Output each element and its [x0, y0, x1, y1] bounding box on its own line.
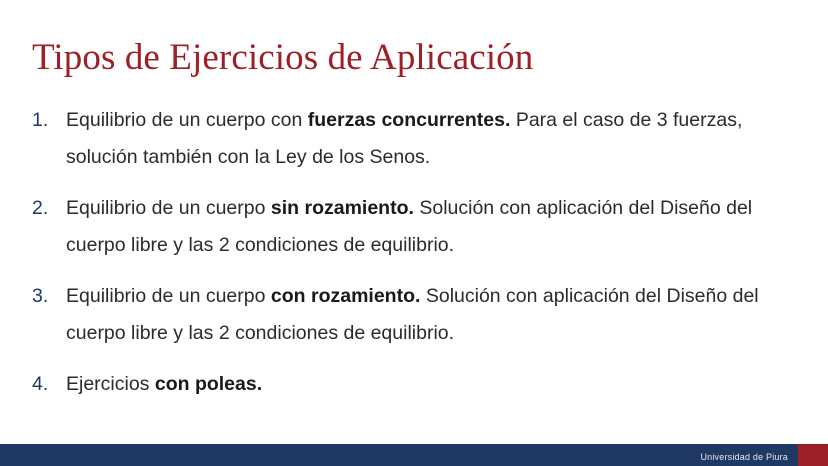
list-item-text: [66, 278, 800, 352]
list-item: [32, 366, 800, 403]
list-item: [32, 190, 800, 264]
list-item-text: [66, 102, 800, 176]
list-item: [32, 102, 800, 176]
list-item: [32, 278, 800, 352]
footer-label: Universidad de Piura: [700, 452, 788, 462]
emphasis-text: fuerzas concurrentes.: [307, 109, 511, 131]
emphasis-text: sin rozamiento.: [270, 197, 414, 219]
list-item-number: 2.: [32, 197, 49, 219]
list-item-text: [66, 366, 800, 403]
plain-text: Solución con aplicación del Diseño del cuerpo libre y las 2 condiciones de equilibrio.: [66, 285, 759, 344]
list-item-text: [66, 190, 800, 264]
list-item-number: 4.: [32, 373, 49, 395]
list-item-number: 1.: [32, 109, 49, 131]
emphasis-text: con poleas.: [154, 373, 263, 395]
emphasis-text: con rozamiento.: [270, 285, 421, 307]
plain-text: Para el caso de 3 fuerzas, solución también con la Ley de los Senos.: [66, 109, 743, 168]
plain-text: Equilibrio de un cuerpo con: [66, 109, 308, 131]
plain-text: Equilibrio de un cuerpo: [66, 285, 271, 307]
plain-text: Equilibrio de un cuerpo: [66, 197, 271, 219]
page-title: Tipos de Ejercicios de Aplicación: [32, 37, 534, 78]
list-item-number: 3.: [32, 285, 49, 307]
numbered-list: [32, 102, 800, 417]
plain-text: Ejercicios: [66, 373, 155, 395]
footer-accent-block: [798, 444, 828, 466]
plain-text: Solución con aplicación del Diseño del cuerpo libre y las 2 condiciones de equilibrio.: [66, 197, 753, 256]
